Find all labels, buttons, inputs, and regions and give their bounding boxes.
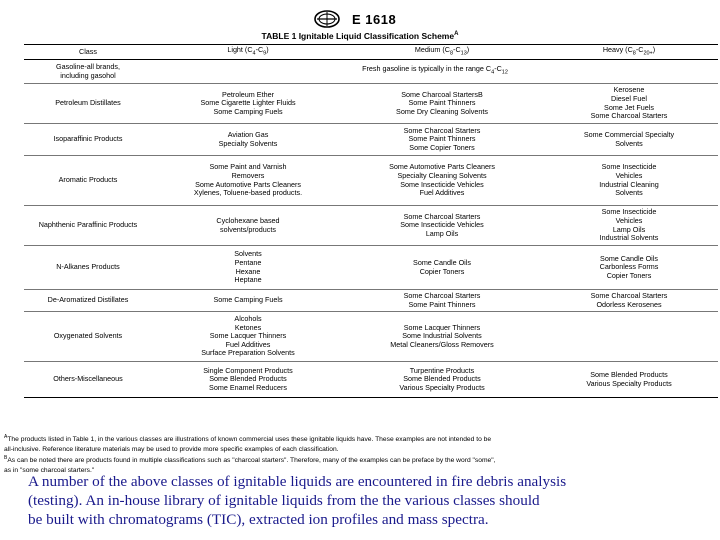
table-row (24, 290, 718, 312)
cell-line: Alcohols (234, 314, 262, 324)
cell-line: Some Paint Thinners (408, 98, 476, 108)
medium-cell (344, 312, 540, 362)
medium-cell (344, 124, 540, 156)
cell-line: Some Candle Oils (600, 253, 658, 263)
cell-line: Oxygenated Solvents (53, 331, 123, 341)
light-cell (152, 312, 344, 362)
heavy-cell (540, 156, 718, 206)
cell-line: Industrial Solvents (599, 233, 659, 243)
cell-line: Xylenes, Toluene-based products. (193, 188, 303, 198)
table-row (24, 246, 718, 290)
cell-line: Some Automotive Parts Cleaners (195, 179, 301, 189)
cell-line: Some Insecticide (601, 162, 657, 172)
footnote-a-line-1: $^A$The products listed in Table 1, in the various classes are illustrations of known commercial uses these ignitable liquids have. These examples are not intended to be (4, 434, 492, 444)
cell-line: Lamp Oils (612, 224, 646, 234)
heavy-cell (540, 206, 718, 246)
caption-line: A number of the above classes of ignitable liquids are encountered in fire debris analysis (28, 473, 567, 490)
cell-line: Some Cigarette Lighter Fluids (200, 98, 296, 108)
cell-line: Some Dry Cleaning Solvents (396, 106, 488, 116)
astm-logo-icon (314, 10, 340, 28)
cell-line: Some Charcoal Starters (403, 211, 481, 221)
cell-line: Some Copier Toners (409, 142, 475, 152)
cell-line: Vehicles (615, 170, 643, 180)
light-cell (152, 246, 344, 290)
light-cell (152, 124, 344, 156)
cell-line: Some Insecticide Vehicles (400, 179, 484, 189)
medium-cell (344, 246, 540, 290)
heavy-cell (540, 84, 718, 124)
cell-line: Cyclohexane based (216, 215, 280, 225)
caption-line: (testing). An in-house library of ignitable liquids from the the various classes should (28, 492, 540, 509)
footnote-b-line-1: $^B$As can be noted there are products found in multiple classifications such as "charcoal starters". Therefore, many of the examples can be preface by the word "some", (4, 455, 496, 465)
footnote-a-line-2: all-inclusive. Reference literature materials may be used to provide more specific examples of each classification. (4, 445, 339, 453)
cell-line: Copier Toners (606, 270, 652, 280)
cell-line: De-Aromatized Distillates (47, 295, 129, 305)
cell-line: Some Lacquer Thinners (209, 331, 287, 341)
cell-line: Petroleum Distillates (55, 98, 121, 108)
cell-line: Some Charcoal Starters (590, 290, 668, 300)
medium-cell (344, 206, 540, 246)
light-cell (152, 290, 344, 312)
cell-line: Pentane (234, 257, 262, 267)
table-header-row (24, 45, 718, 60)
heavy-cell (540, 246, 718, 290)
light-cell (152, 206, 344, 246)
cell-line: Some Jet Fuels (604, 102, 654, 112)
light-cell (152, 156, 344, 206)
cell-line: N-Alkanes Products (56, 262, 120, 272)
cell-line: solvents/products (220, 224, 276, 234)
cell-line: Hexane (235, 266, 261, 276)
cell-line: Some Charcoal StartersB (401, 89, 483, 99)
cell-line: Ketones (234, 322, 262, 332)
cell-line: Heptane (234, 275, 262, 285)
cell-line: Isoparaffinic Products (53, 134, 123, 144)
col-header-class: Class (24, 45, 152, 60)
table-row (24, 206, 718, 246)
cell-line: Kerosene (613, 85, 645, 95)
cell-line: Solvents (615, 138, 643, 148)
cell-line: Some Blended Products (403, 374, 481, 384)
caption-line: be built with chromatograms (TIC), extracted ion profiles and mass spectra. (28, 511, 489, 528)
table-row-gasoline (24, 60, 718, 84)
standard-number: E 1618 (352, 12, 397, 27)
cell-line: Turpentine Products (409, 365, 475, 375)
cell-line: Single Component Products (203, 365, 293, 375)
col-header-light: Light $(C_4-C_9)$ (152, 45, 344, 60)
table-row (24, 362, 718, 398)
cell-line: Surface Preparation Solvents (201, 348, 295, 358)
cell-line: Some Candle Oils (413, 257, 471, 267)
cell-line: Some Paint Thinners (408, 134, 476, 144)
class-cell (24, 312, 152, 362)
title-footnote-mark: A (454, 31, 459, 38)
cell-line: Naphthenic Paraffinic Products (38, 220, 138, 230)
cell-line: Some Paint Thinners (408, 299, 476, 309)
cell-line: Solvents (234, 249, 262, 259)
cell-line: Various Specialty Products (399, 382, 485, 392)
cell-line: Some Blended Products (209, 374, 287, 384)
cell-line: Metal Cleaners/Gloss Removers (390, 339, 494, 349)
cell-line: Some Camping Fuels (213, 295, 283, 305)
heavy-cell (540, 124, 718, 156)
cell-line: Diesel Fuel (611, 93, 647, 103)
cell-line: Some Blended Products (590, 369, 668, 379)
cell-line: Some Charcoal Starters (590, 111, 668, 121)
document-header (0, 4, 720, 30)
light-cell (152, 362, 344, 398)
table-footnotes (4, 433, 716, 475)
cell-line: Some Enamel Reducers (209, 382, 287, 392)
cell-line: Odorless Kerosenes (596, 299, 662, 309)
class-cell (24, 124, 152, 156)
cell-line: Copier Toners (419, 266, 465, 276)
heavy-cell (540, 312, 718, 362)
table-row (24, 124, 718, 156)
classification-table (24, 44, 718, 398)
class-cell (24, 84, 152, 124)
cell-line: Lamp Oils (425, 228, 459, 238)
medium-cell (344, 290, 540, 312)
table-row (24, 156, 718, 206)
cell-line: Aromatic Products (58, 175, 118, 185)
medium-cell (344, 156, 540, 206)
cell-line: Some Commercial Specialty (583, 129, 675, 139)
class-cell (24, 246, 152, 290)
cell-line: Fuel Additives (419, 188, 465, 198)
cell-line: Solvents (615, 188, 643, 198)
gasoline-range-note: Fresh gasoline is typically in the range $C_4-C_{12}$ (152, 60, 718, 84)
footnote-b-line-2: as in "some charcoal starters." (4, 466, 95, 474)
cell-line: Some Industrial Solvents (402, 331, 482, 341)
heavy-cell (540, 362, 718, 398)
slide-caption (28, 472, 718, 529)
gasoline-class-cell: Gasoline-all brands, including gasohol (24, 60, 152, 84)
cell-line: Some Charcoal Starters (403, 290, 481, 300)
medium-cell (344, 362, 540, 398)
cell-line: Specialty Cleaning Solvents (397, 170, 487, 180)
cell-line: Some Automotive Parts Cleaners (389, 162, 495, 172)
table-row (24, 84, 718, 124)
cell-line: Vehicles (615, 215, 643, 225)
table-row (24, 312, 718, 362)
cell-line: Fuel Additives (225, 339, 271, 349)
col-header-heavy: Heavy $(C_8-C_{20+})$ (540, 45, 718, 60)
cell-line: Some Insecticide (601, 207, 657, 217)
class-cell (24, 156, 152, 206)
cell-line: Others-Miscellaneous (53, 374, 123, 384)
cell-line: Various Specialty Products (586, 378, 672, 388)
cell-line: Some Paint and Varnish (209, 162, 287, 172)
class-cell (24, 362, 152, 398)
cell-line: Some Camping Fuels (213, 106, 283, 116)
heavy-cell (540, 290, 718, 312)
cell-line: Specialty Solvents (218, 138, 278, 148)
class-cell (24, 206, 152, 246)
medium-cell (344, 84, 540, 124)
cell-line: Some Charcoal Starters (403, 125, 481, 135)
cell-line: Some Insecticide Vehicles (400, 220, 484, 230)
light-cell (152, 84, 344, 124)
cell-line: Removers (231, 170, 265, 180)
cell-line: Some Lacquer Thinners (403, 322, 481, 332)
cell-line: Industrial Cleaning (599, 179, 659, 189)
cell-line: Carbonless Forms (599, 262, 659, 272)
table-title: TABLE 1 Ignitable Liquid Classification Scheme$^A$ (261, 31, 459, 41)
class-cell (24, 290, 152, 312)
cell-line: Petroleum Ether (222, 89, 274, 99)
cell-line: Aviation Gas (227, 129, 269, 139)
col-header-medium: Medium $(C_8-C_{13})$ (344, 45, 540, 60)
